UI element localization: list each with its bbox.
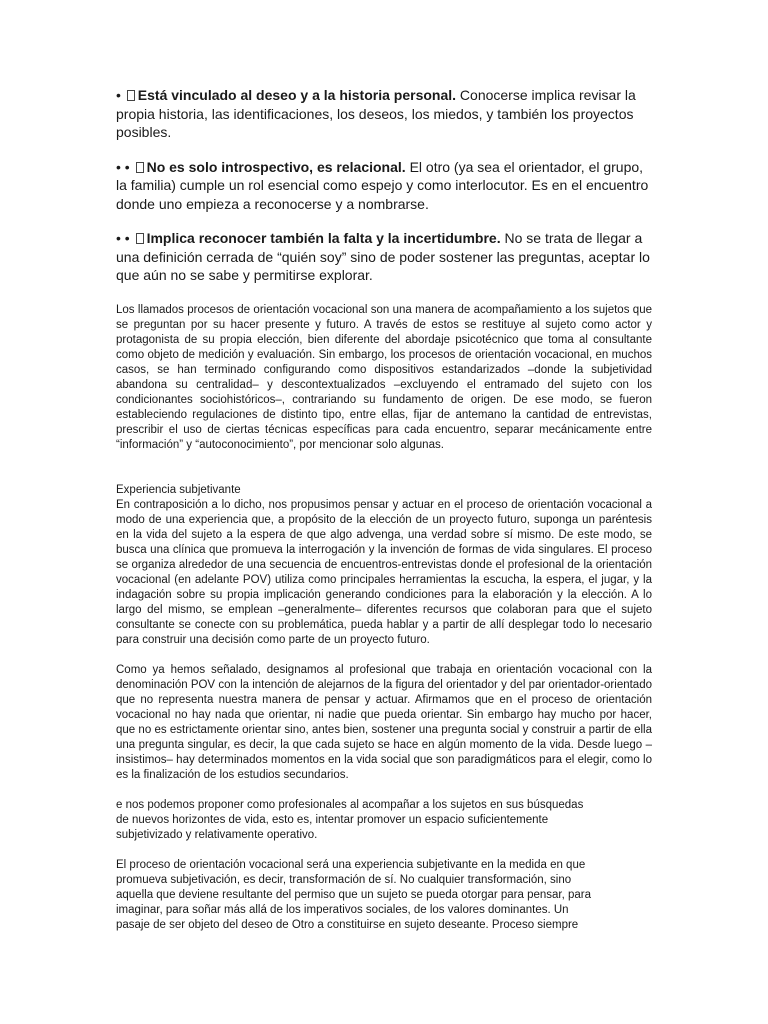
bullet-marker: • •	[116, 158, 130, 175]
bullet-item	[116, 229, 652, 285]
bullet-marker: •	[116, 87, 121, 103]
bullet-text: No se trata de llegar a una definición cerrada de “quién soy” sino de poder sostener las preguntas, aceptar lo que aún no se sabe y permitirse explorar.	[116, 230, 650, 283]
paragraph-experience: En contraposición a lo dicho, nos propusimos pensar y actuar en el proceso de orientación vocacional a modo de una experiencia que, a propósito de la elección de un proyecto futuro, suponga un paréntesis en la vida del sujeto a la espera de que algo advenga, una verdad sobre sí mismo. De este modo, se busca una clínica que promueva la interrogación y la invención de formas de vida singulares. El proceso se organiza alrededor de una secuencia de encuentros-entrevistas donde el profesional de la orientación vocacional (en adelante POV) utiliza como principales herramientas la escucha, la espera, el jugar, y la indagación sobre su propia implicación generando condiciones para la elaboración y la elección. A lo largo del mismo, se emplean –generalmente– diferentes recursos que colaboran para que el sujeto consultante se conecte con su problemática, pueda hablar y a partir de allí desplegar todo lo necesario para construir una decisión como parte de un proyecto futuro.	[116, 498, 652, 646]
bullet-text: Conocerse implica revisar la propia historia, las identificaciones, los deseos, los miedos, y también los proyectos posibles.	[116, 87, 636, 140]
bullet-bold-text: Está vinculado al deseo y a la historia personal.	[137, 87, 457, 103]
bullet-marker: • •	[116, 230, 130, 246]
document-page	[116, 86, 652, 933]
paragraph-pov: Como ya hemos señalado, designamos al profesional que trabaja en orientación vocacional con la denominación POV con la intención de alejarnos de la figura del orientador y del par orientador-orientado que no representa nuestra manera de pensar y actuar. Afirmamos que en el proceso de orientación vocacional no hay nada que orientar, ni nadie que pueda orientar. Sin embargo hay mucho por hacer, que no es estrictamente orientar sino, antes bien, sostener una pregunta social y construir a partir de ella una pregunta singular, es decir, la que cada sujeto se hace en algún momento de la vida. Desde luego –insistimos– hay determinados momentos en la vida social que son paradigmáticos para el elegir, como lo es la finalización de los estudios secundarios.	[116, 663, 652, 781]
missing-glyph-icon	[136, 162, 144, 173]
bullet-item	[116, 86, 652, 142]
bullet-item	[116, 158, 652, 214]
paragraph-accompany: e nos podemos proponer como profesionales al acompañar a los sujetos en sus búsquedas de nuevos horizontes de vida, esto es, intentar promover un espacio suficientemente subjetivizado y relativamente operativo.	[116, 798, 584, 841]
missing-glyph-icon	[127, 90, 135, 101]
bullet-text: El otro (ya sea el orientador, el grupo, la familia) cumple un rol esencial como espejo y como interlocutor. Es en el encuentro donde uno empieza a reconocerse y a nombrarse.	[116, 158, 649, 212]
missing-glyph-icon	[136, 233, 144, 244]
section-heading: Experiencia subjetivante	[116, 483, 241, 496]
paragraph-process: El proceso de orientación vocacional será una experiencia subjetivante en la medida en que promueva subjetivación, es decir, transformación de sí. No cualquier transformación, sino aquella que deviene resultante del permiso que un sujeto se pueda otorgar para pensar, para imaginar, para soñar más allá de los imperativos sociales, de los valores dominantes. Un pasaje de ser objeto del deseo de Otro a constituirse en sujeto deseante. Proceso siempre	[116, 858, 592, 931]
bullet-bold-text: No es solo introspectivo, es relacional.	[146, 158, 406, 175]
bullet-bold-text: Implica reconocer también la falta y la incertidumbre.	[146, 230, 501, 246]
paragraph-intro: Los llamados procesos de orientación vocacional son una manera de acompañamiento a los sujetos que se preguntan por su hacer presente y futuro. A través de estos se restituye al sujeto como actor y protagonista de su propia elección, bien diferente del abordaje psicotécnico que toma al consultante como objeto de medición y evaluación. Sin embargo, los procesos de orientación vocacional, en muchos casos, se han terminado configurando como dispositivos estandarizados –donde la subjetividad abandona su centralidad– y descontextualizados –excluyendo el entramado del sujeto con los condicionantes sociohistóricos–, contrariando su fundamento de origen. De ese modo, se fueron estableciendo regulaciones de distinto tipo, entre ellas, fijar de antemano la cantidad de entrevistas, prescribir el uso de ciertas técnicas específicas para cada encuentro, separar mecánicamente entre “información” y “autoconocimiento”, por mencionar solo algunas.	[116, 303, 652, 451]
